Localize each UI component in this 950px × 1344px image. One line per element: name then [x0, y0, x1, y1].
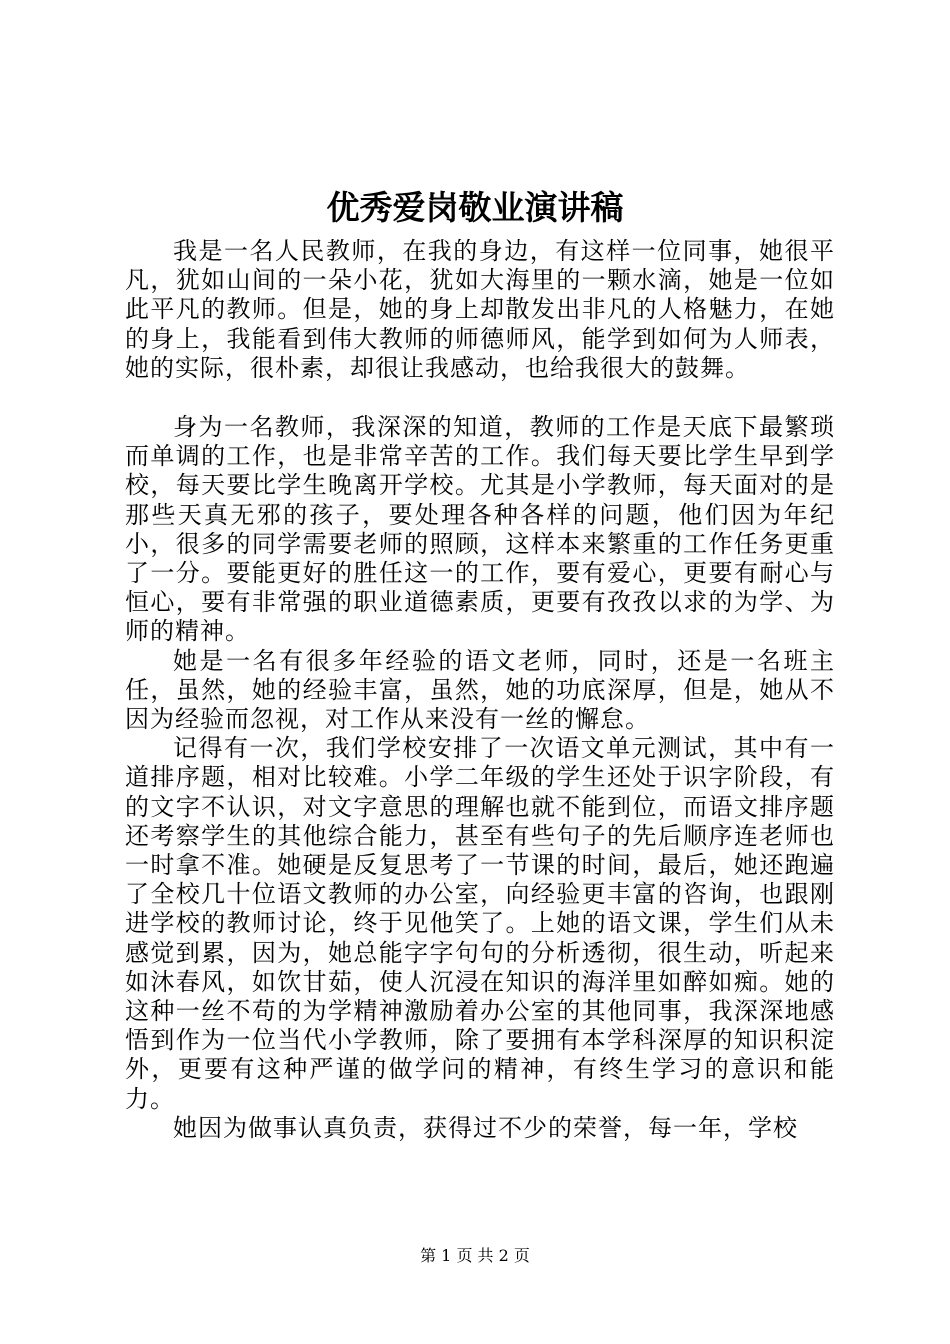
- paragraph-1: 我是一名人民教师，在我的身边，有这样一位同事，她很平凡，犹如山间的一朵小花，犹如大海里的一颗水滴，她是一位如此平凡的教师。但是，她的身上却散发出非凡的人格魅力，在她的身上，我能看到伟大教师的师德师风，能学到如何为人师表，她的实际，很朴素，却很让我感动，也给我很大的鼓舞。: [125, 237, 835, 382]
- paragraph-4: 记得有一次，我们学校安排了一次语文单元测试，其中有一道排序题，相对比较难。小学二年级的学生还处于识字阶段，有的文字不认识，对文字意思的理解也就不能到位，而语文排序题还考察学生的其他综合能力，甚至有些句子的先后顺序连老师也一时拿不准。她硬是反复思考了一节课的时间，最后，她还跑遍了全校几十位语文教师的办公室，向经验更丰富的咨询，也跟刚进学校的教师讨论，终于见他笑了。上她的语文课，学生们从未感觉到累，因为，她总能字字句句的分析透彻，很生动，听起来如沐春风，如饮甘茹，使人沉浸在知识的海洋里如醉如痴。她的这种一丝不苟的为学精神激励着办公室的其他同事，我深深地感悟到作为一位当代小学教师，除了要拥有本学科深厚的知识积淀外，更要有这种严谨的做学问的精神，有终生学习的意识和能力。: [125, 734, 835, 1113]
- paragraph-3: 她是一名有很多年经验的语文老师，同时，还是一名班主任，虽然，她的经验丰富，虽然，她的功底深厚，但是，她从不因为经验而忽视，对工作从来没有一丝的懈怠。: [125, 646, 835, 734]
- paragraph-2: 身为一名教师，我深深的知道，教师的工作是天底下最繁琐而单调的工作，也是非常辛苦的工作。我们每天要比学生早到学校，每天要比学生晚离开学校。尤其是小学教师，每天面对的是那些天真无邪的孩子，要处理各种各样的问题，他们因为年纪小，很多的同学需要老师的照顾，这样本来繁重的工作任务更重了一分。要能更好的胜任这一的工作，要有爱心，更要有耐心与恒心，要有非常强的职业道德素质，更要有孜孜以求的为学、为师的精神。: [125, 413, 835, 646]
- document-title: 优秀爱岗敬业演讲稿: [326, 188, 624, 227]
- paragraph-5: 她因为做事认真负责，获得过不少的荣誉，每一年，学校: [173, 1113, 798, 1142]
- document-body: [125, 237, 835, 1143]
- page-number-footer: 第 1 页 共 2 页: [420, 1246, 530, 1265]
